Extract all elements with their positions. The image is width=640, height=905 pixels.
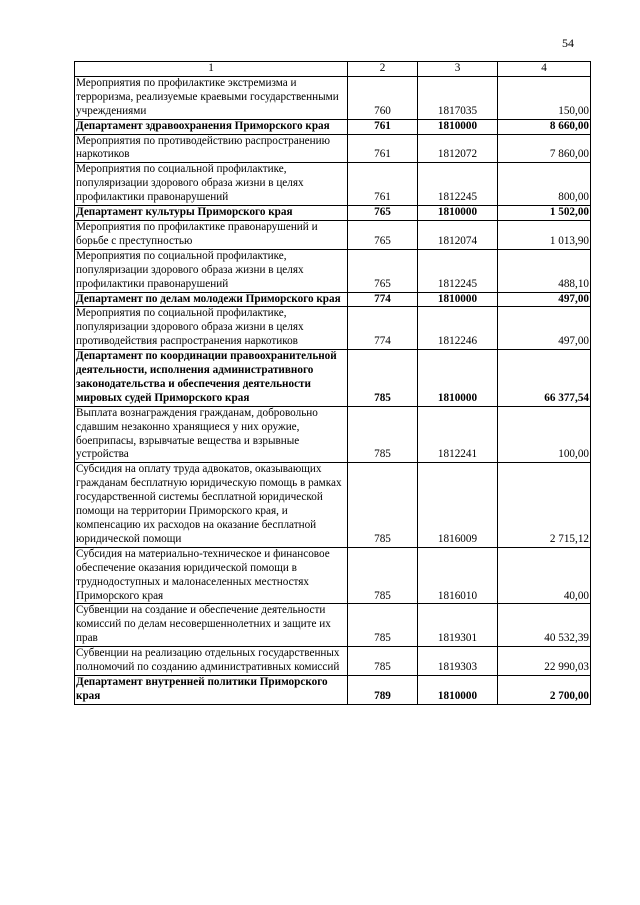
row-code-cell: 785 <box>348 350 418 407</box>
row-name-cell: Субвенции на реализацию отдельных государственных полномочий по созданию административных комиссий <box>75 647 348 676</box>
row-amount-cell: 1 502,00 <box>498 206 591 221</box>
table-row <box>75 292 591 307</box>
row-code-cell: 785 <box>348 406 418 463</box>
row-target-cell: 1812241 <box>418 406 498 463</box>
row-target-cell: 1810000 <box>418 292 498 307</box>
budget-table <box>74 61 591 705</box>
table-row <box>75 350 591 407</box>
table-row <box>75 675 591 704</box>
row-code-cell: 789 <box>348 675 418 704</box>
row-name-cell: Департамент культуры Приморского края <box>75 206 348 221</box>
row-amount-cell: 497,00 <box>498 292 591 307</box>
row-code-cell: 785 <box>348 463 418 547</box>
row-target-cell: 1812074 <box>418 220 498 249</box>
row-name-cell: Субсидия на материально-техническое и финансовое обеспечение оказания юридической помощи в труднодоступных и малонаселенных местностях Приморского края <box>75 547 348 604</box>
row-name-cell: Выплата вознаграждения гражданам, добровольно сдавшим незаконно хранящиеся у них оружие, боеприпасы, взрывчатые вещества и взрывные устройства <box>75 406 348 463</box>
row-amount-cell: 7 860,00 <box>498 134 591 163</box>
row-amount-cell: 2 700,00 <box>498 675 591 704</box>
row-amount-cell: 800,00 <box>498 163 591 206</box>
table-header-row <box>75 62 591 77</box>
row-amount-cell: 40,00 <box>498 547 591 604</box>
row-name-cell: Мероприятия по профилактике экстремизма и терроризма, реализуемые краевыми государственными учреждениями <box>75 76 348 119</box>
row-amount-cell: 66 377,54 <box>498 350 591 407</box>
row-amount-cell: 100,00 <box>498 406 591 463</box>
row-target-cell: 1812245 <box>418 163 498 206</box>
row-code-cell: 774 <box>348 307 418 350</box>
row-target-cell: 1810000 <box>418 206 498 221</box>
row-target-cell: 1817035 <box>418 76 498 119</box>
row-target-cell: 1812245 <box>418 249 498 292</box>
row-code-cell: 785 <box>348 604 418 647</box>
row-name-cell: Мероприятия по социальной профилактике, популяризации здорового образа жизни в целях противодействия распространения наркотиков <box>75 307 348 350</box>
row-name-cell: Мероприятия по противодействию распространению наркотиков <box>75 134 348 163</box>
row-amount-cell: 40 532,39 <box>498 604 591 647</box>
row-code-cell: 785 <box>348 547 418 604</box>
row-target-cell: 1812246 <box>418 307 498 350</box>
row-amount-cell: 150,00 <box>498 76 591 119</box>
table-row <box>75 249 591 292</box>
table-row <box>75 134 591 163</box>
row-name-cell: Департамент по координации правоохранительной деятельности, исполнения административного законодательства и обеспечения деятельности мировых судей Приморского края <box>75 350 348 407</box>
row-name-cell: Субвенции на создание и обеспечение деятельности комиссий по делам несовершеннолетних и защите их прав <box>75 604 348 647</box>
row-amount-cell: 8 660,00 <box>498 119 591 134</box>
row-target-cell: 1819301 <box>418 604 498 647</box>
table-row <box>75 463 591 547</box>
row-target-cell: 1810000 <box>418 350 498 407</box>
column-header-1: 1 <box>75 62 348 77</box>
table-row <box>75 307 591 350</box>
row-code-cell: 765 <box>348 249 418 292</box>
column-header-3: 3 <box>418 62 498 77</box>
table-body <box>75 76 591 704</box>
row-name-cell: Мероприятия по профилактике правонарушений и борьбе с преступностью <box>75 220 348 249</box>
table-row <box>75 547 591 604</box>
row-name-cell: Субсидия на оплату труда адвокатов, оказывающих гражданам бесплатную юридическую помощь в рамках государственной системы бесплатной юридической помощи на территории Приморского края, и компенсацию их расходов на оказание бесплатной юридической помощи <box>75 463 348 547</box>
row-target-cell: 1816010 <box>418 547 498 604</box>
row-code-cell: 761 <box>348 119 418 134</box>
row-code-cell: 760 <box>348 76 418 119</box>
row-amount-cell: 22 990,03 <box>498 647 591 676</box>
row-amount-cell: 497,00 <box>498 307 591 350</box>
row-target-cell: 1819303 <box>418 647 498 676</box>
row-target-cell: 1810000 <box>418 675 498 704</box>
page-number: 54 <box>562 36 574 50</box>
row-target-cell: 1816009 <box>418 463 498 547</box>
row-name-cell: Мероприятия по социальной профилактике, популяризации здорового образа жизни в целях профилактики правонарушений <box>75 249 348 292</box>
row-name-cell: Департамент по делам молодежи Приморского края <box>75 292 348 307</box>
table-row <box>75 206 591 221</box>
row-code-cell: 761 <box>348 163 418 206</box>
row-code-cell: 765 <box>348 206 418 221</box>
table-row <box>75 76 591 119</box>
row-code-cell: 785 <box>348 647 418 676</box>
column-header-2: 2 <box>348 62 418 77</box>
table-row <box>75 163 591 206</box>
table-row <box>75 604 591 647</box>
row-amount-cell: 1 013,90 <box>498 220 591 249</box>
row-name-cell: Мероприятия по социальной профилактике, популяризации здорового образа жизни в целях профилактики правонарушений <box>75 163 348 206</box>
row-amount-cell: 488,10 <box>498 249 591 292</box>
table-row <box>75 406 591 463</box>
row-code-cell: 765 <box>348 220 418 249</box>
row-name-cell: Департамент внутренней политики Приморского края <box>75 675 348 704</box>
table-row <box>75 119 591 134</box>
row-code-cell: 774 <box>348 292 418 307</box>
row-target-cell: 1810000 <box>418 119 498 134</box>
row-target-cell: 1812072 <box>418 134 498 163</box>
table-row <box>75 220 591 249</box>
row-name-cell: Департамент здравоохранения Приморского края <box>75 119 348 134</box>
row-amount-cell: 2 715,12 <box>498 463 591 547</box>
column-header-4: 4 <box>498 62 591 77</box>
table-row <box>75 647 591 676</box>
row-code-cell: 761 <box>348 134 418 163</box>
